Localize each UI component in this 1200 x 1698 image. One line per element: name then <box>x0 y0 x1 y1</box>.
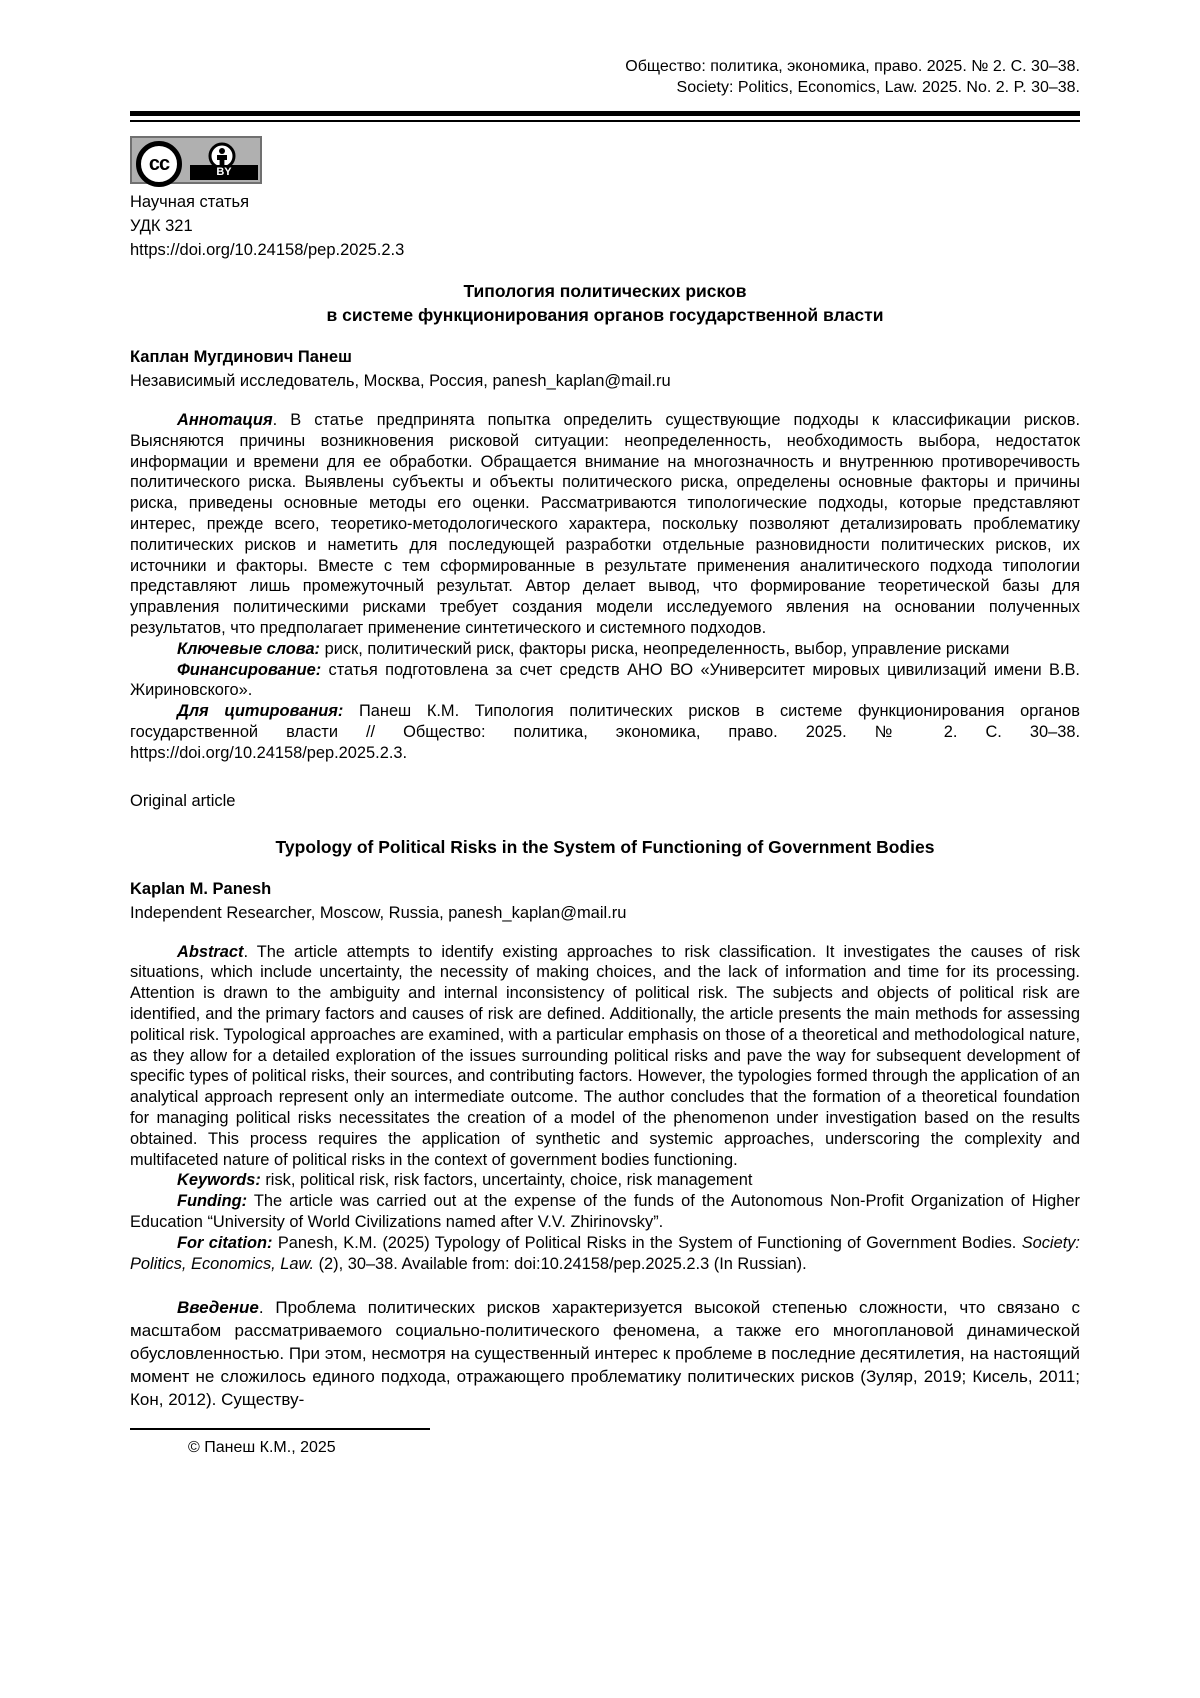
author-block-en <box>130 877 1080 925</box>
abstract-block-en <box>130 942 1080 1275</box>
keywords-label-ru: Ключевые слова: <box>177 639 321 658</box>
keywords-text-ru: риск, политический риск, факторы риска, неопределенность, выбор, управление рисками <box>320 639 1010 658</box>
cc-by-license-badge <box>130 136 262 184</box>
author-block-ru <box>130 345 1080 393</box>
introduction-section <box>130 1296 1080 1411</box>
funding-text-ru: статья подготовлена за счет средств АНО ВО «Университет мировых цивилизаций имени В.В. Жириновского». <box>130 660 1080 700</box>
author-affiliation-en: Independent Researcher, Moscow, Russia, panesh_kaplan@mail.ru <box>130 903 627 922</box>
article-meta-ru <box>130 190 1080 262</box>
article-title-ru-line1: Типология политических рисков <box>463 281 747 301</box>
abstract-label-ru: Аннотация <box>177 411 273 429</box>
journal-header-ru: Общество: политика, экономика, право. 2025. № 2. С. 30–38. <box>625 58 1080 75</box>
article-title-ru-line2: в системе функционирования органов государственной власти <box>326 305 884 325</box>
abstract-paragraph-ru <box>130 410 1080 639</box>
author-name-en: Kaplan M. Panesh <box>130 879 272 898</box>
keywords-label-en: Keywords: <box>177 1171 261 1190</box>
funding-label-en: Funding: <box>177 1192 248 1211</box>
keywords-paragraph-ru <box>130 639 1080 660</box>
citation-text-after-en: (2), 30–38. Available from: doi:10.24158/pep.2025.2.3 (In Russian). <box>314 1254 807 1273</box>
citation-paragraph-ru <box>130 701 1080 763</box>
abstract-text-en: . The article attempts to identify existing approaches to risk classification. It investigates the causes of risk situations, which include uncertainty, the necessity of making choices, and the lack of information and time for its processing. Attention is drawn to the ambiguity and internal inconsistency of political risk. The subjects and objects of political risk are identified, and the primary factors and causes of risk are defined. Additionally, the article presents the main methods for assessing political risk. Typological approaches are examined, with a particular emphasis on those of a theoretical and methodological nature, as they allow for a detailed exploration of the issues surrounding political risks and pave the way for subsequent development of specific types of political risks, their sources, and contributing factors. However, the typologies formed through the application of an analytical approach represent only an intermediate outcome. The author concludes that the formation of a theoretical foundation for managing political risks necessitates the creation of a model of the phenomenon under investigation based on the results obtained. This process requires the application of synthetic and systemic approaches, underscoring the complexity and multifaceted nature of political risks in the context of government bodies functioning. <box>130 942 1080 1169</box>
copyright-notice: © Панеш К.М., 2025 <box>188 1439 336 1457</box>
abstract-label-en: Abstract <box>177 942 244 961</box>
by-label: BY <box>190 165 258 180</box>
author-name-ru: Каплан Мугдинович Панеш <box>130 348 352 366</box>
introduction-text: . Проблема политических рисков характеризуется высокой степенью сложности, что связано с масштабом рассматриваемого социально-политического феномена, а также его многоплановой динамической обусловленностью. При этом, несмотря на существенный интерес к проблеме в последние десятилетия, на настоящий момент не сложилось единого подхода, отражающего проблематику политических рисков (Зуляр, 2019; Кисель, 2011; Кон, 2012). Существу- <box>130 1298 1080 1410</box>
doi-link: https://doi.org/10.24158/pep.2025.2.3 <box>130 241 405 259</box>
footnote-divider <box>130 1428 430 1430</box>
abstract-text-ru: . В статье предпринята попытка определить существующие подходы к классификации рисков. Выясняются причины возникновения рисковой ситуации: неопределенность, необходимость выбора, недостаток информации и времени для ее обработки. Обращается внимание на многозначность и внутреннюю противоречивость политического риска. Выявлены субъекты и объекты политического риска, определены основные факторы и причины риска, приведены основные методы его оценки. Рассматриваются типологические подходы, которые представляют интерес, прежде всего, теоретико-методологического характера, поскольку позволяют детализировать проблематику политических рисков и наметить для последующей разработки отдельные разновидности политических рисков, их источники и факторы. Вместе с тем сформированные в результате применения аналитического подхода типологии представляют лишь промежуточный результат. Автор делает вывод, что формирование теоретической базы для управления политическими рисками требует создания модели исследуемого явления на основании полученных результатов, что предполагает применение синтетического и системного подходов. <box>130 411 1080 637</box>
keywords-paragraph-en <box>130 1170 1080 1191</box>
abstract-paragraph-en <box>130 942 1080 1171</box>
citation-text-ru: Панеш К.М. Типология политических рисков в системе функционирования органов государственной власти // Общество: политика, экономика, право. 2025. № 2. С. 30–38. https://doi.org/10.24158/pep.2025.2.3. <box>130 702 1080 762</box>
funding-label-ru: Финансирование: <box>177 660 322 679</box>
citation-label-ru: Для цитирования: <box>177 702 344 721</box>
citation-paragraph-en <box>130 1233 1080 1275</box>
journal-header <box>130 56 1080 98</box>
header-divider <box>130 111 1080 122</box>
citation-journal-name-en: Society: Politics, Economics, Law. <box>130 1233 1080 1273</box>
article-title-ru <box>130 279 1080 327</box>
funding-text-en: The article was carried out at the expense of the funds of the Autonomous Non-Profit Organization of Higher Education “University of World Civilizations named after V.V. Zhirinovsky”. <box>130 1192 1080 1231</box>
article-type-ru: Научная статья <box>130 193 250 211</box>
udc-number: УДК 321 <box>130 217 193 235</box>
article-type-en: Original article <box>130 791 236 810</box>
cc-icon <box>136 141 182 187</box>
article-title-en: Typology of Political Risks in the System of Functioning of Government Bodies <box>275 836 935 857</box>
funding-paragraph-ru <box>130 660 1080 702</box>
author-affiliation-ru: Независимый исследователь, Москва, Россия, panesh_kaplan@mail.ru <box>130 372 671 390</box>
citation-label-en: For citation: <box>177 1233 273 1252</box>
abstract-block-ru <box>130 410 1080 764</box>
citation-text-before-en: Panesh, K.M. (2025) Typology of Political Risks in the System of Functioning of Government Bodies. <box>272 1233 1022 1252</box>
keywords-text-en: risk, political risk, risk factors, uncertainty, choice, risk management <box>260 1171 753 1190</box>
funding-paragraph-en <box>130 1191 1080 1233</box>
introduction-label: Введение <box>177 1298 259 1318</box>
cc-icon-label: cc <box>148 152 170 175</box>
journal-header-en: Society: Politics, Economics, Law. 2025. No. 2. P. 30–38. <box>676 79 1080 96</box>
introduction-paragraph <box>130 1296 1080 1411</box>
